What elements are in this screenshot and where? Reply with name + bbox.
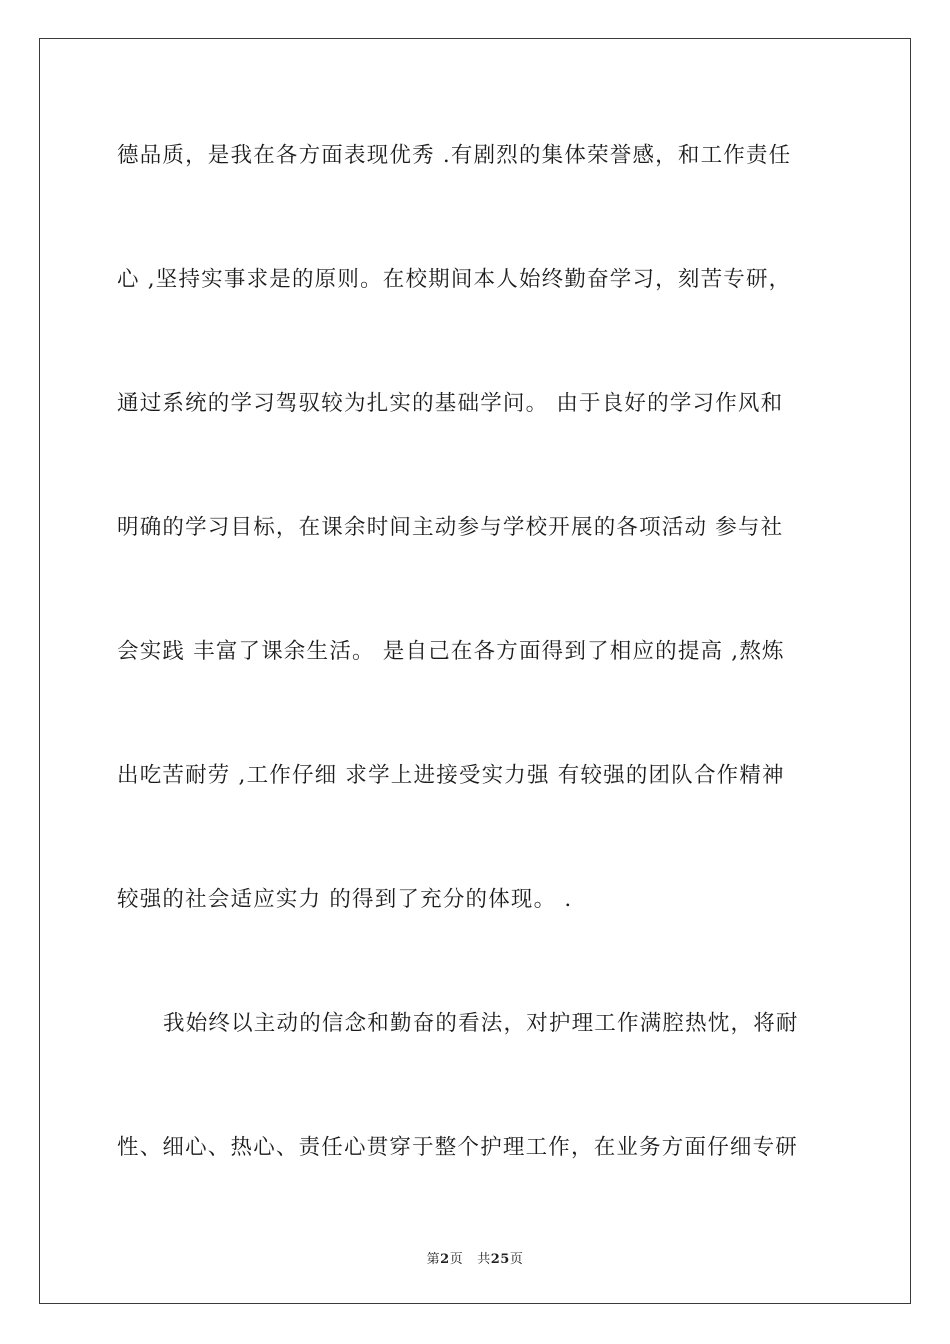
paragraph-line-7: 较强的社会适应实力 的得到了充分的体现。 . [117,887,573,912]
page-number-total: 25 [490,1252,510,1267]
paragraph-line-6: 出吃苦耐劳 ,工作仔细 求学上进接受实力强 有较强的团队合作精神 [117,763,785,788]
paragraph-line-5: 会实践 丰富了课余生活。 是自己在各方面得到了相应的提高 ,熬炼 [117,639,785,664]
paragraph-line-9: 性、细心、热心、责任心贯穿于整个护理工作，在业务方面仔细专研 [117,1135,799,1160]
total-label-prefix: 共 [477,1252,491,1267]
page-label-prefix: 第 [426,1252,441,1267]
page-label-suffix: 页 [449,1252,464,1267]
paragraph-line-8: 我始终以主动的信念和勤奋的看法，对护理工作满腔热忱，将耐 [163,1011,799,1036]
document-body [117,128,835,1244]
paragraph-line-3: 通过系统的学习驾驭较为扎实的基础学问。 由于良好的学习作风和 [117,391,784,416]
page-footer [0,1248,950,1267]
paragraph-line-4: 明确的学习目标，在课余时间主动参与学校开展的各项活动 参与社 [117,515,784,540]
paragraph-line-1: 德品质，是我在各方面表现优秀 .有剧烈的集体荣誉感，和工作责任 [117,143,792,168]
page-number-current: 2 [440,1252,450,1267]
total-label-suffix: 页 [509,1252,524,1267]
paragraph-line-2: 心 ,坚持实事求是的原则。在校期间本人始终勤奋学习，刻苦专研， [117,267,792,292]
